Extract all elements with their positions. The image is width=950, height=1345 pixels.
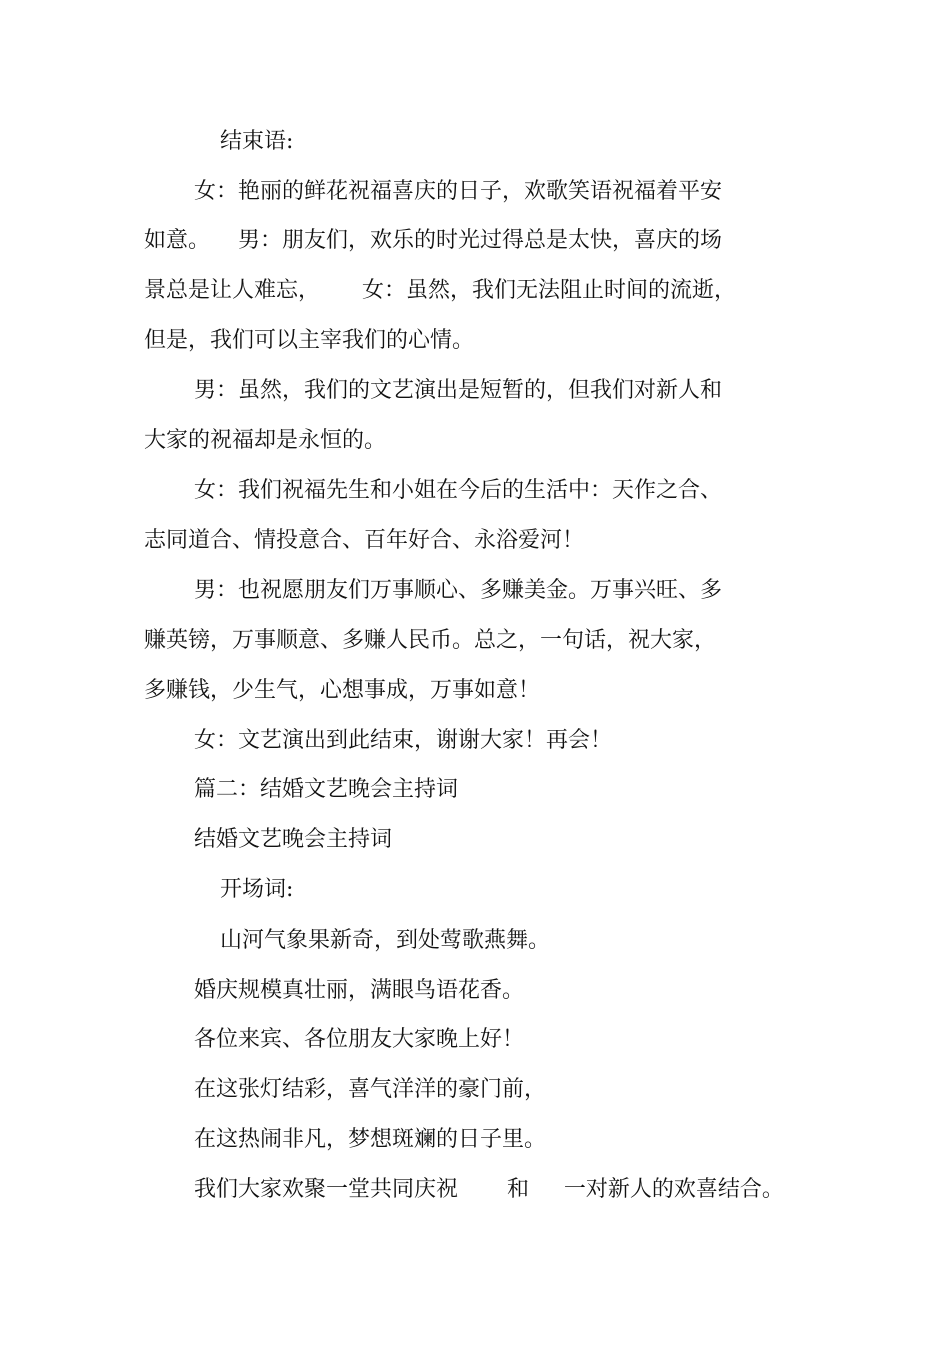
paragraph-line: 志同道合、情投意合、百年好合、永浴爱河！ (144, 528, 585, 553)
verse-line: 婚庆规模真壮丽，满眼鸟语花香。 (194, 978, 525, 1003)
paragraph-line: 大家的祝福却是永恒的。 (144, 428, 387, 453)
paragraph-line: 女：文艺演出到此结束，谢谢大家！再会！ (194, 728, 613, 753)
paragraph-line: 但是，我们可以主宰我们的心情。 (144, 328, 475, 353)
document-title: 结婚文艺晚会主持词 (194, 827, 393, 852)
paragraph-line: 景总是让人难忘， 女：虽然，我们无法阻止时间的流逝， (144, 278, 736, 303)
verse-line: 山河气象果新奇，到处莺歌燕舞。 (220, 928, 551, 953)
paragraph-line: 在这热闹非凡，梦想斑斓的日子里。 (194, 1127, 547, 1152)
section-heading: 篇二：结婚文艺晚会主持词 (194, 777, 459, 802)
paragraph-line: 女：艳丽的鲜花祝福喜庆的日子，欢歌笑语祝福着平安 (194, 179, 723, 204)
paragraph-line: 男：也祝愿朋友们万事顺心、多赚美金。万事兴旺、多 (194, 578, 723, 603)
paragraph-line: 多赚钱，少生气，心想事成，万事如意！ (144, 678, 541, 703)
greeting-line: 各位来宾、各位朋友大家晚上好！ (194, 1027, 525, 1052)
opening-heading: 开场词: (220, 877, 294, 902)
paragraph-line: 在这张灯结彩，喜气洋洋的豪门前， (194, 1077, 547, 1102)
paragraph-line: 我们大家欢聚一堂共同庆祝 和 一对新人的欢喜结合。 (194, 1177, 784, 1202)
paragraph-line: 赚英镑，万事顺意、多赚人民币。总之，一句话，祝大家， (144, 628, 717, 653)
paragraph-line: 男：虽然，我们的文艺演出是短暂的，但我们对新人和 (194, 378, 723, 403)
paragraph-line: 如意。 男：朋友们，欢乐的时光过得总是太快，喜庆的场 (144, 228, 722, 253)
paragraph-line: 女：我们祝福先生和小姐在今后的生活中：天作之合、 (194, 478, 723, 503)
closing-heading: 结束语: (220, 129, 294, 154)
